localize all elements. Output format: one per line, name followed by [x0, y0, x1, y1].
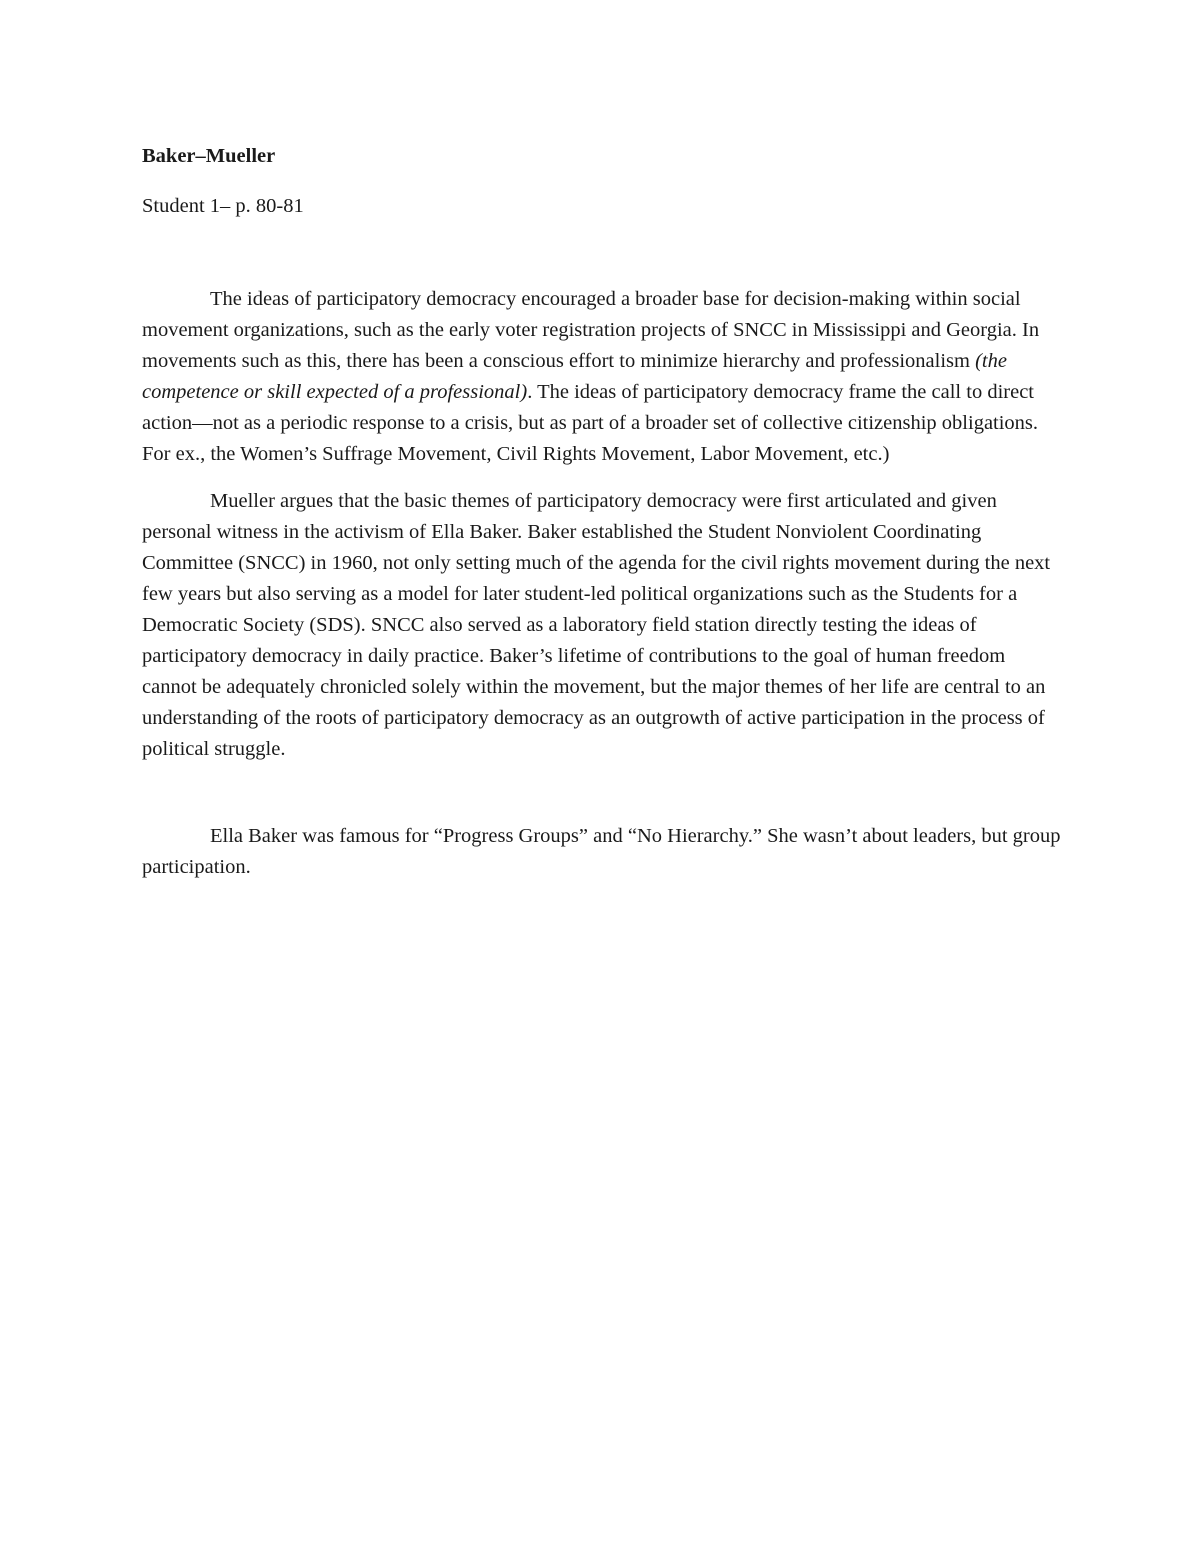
document-subtitle: Student 1– p. 80-81 [142, 195, 304, 217]
paragraph-mueller-argument: Mueller argues that the basic themes of participatory democracy were first articulated and given personal witness in the activism of Ella Baker. Baker established the Student Nonviolent Coordinating Committee (SNCC) in 1960, not only setting much of the agenda for the civil rights movement during the next few years but also serving as a model for later student-led political organizations such as the Students for a Democratic Society (SDS). SNCC also served as a laboratory field station directly testing the ideas of participatory democracy in daily practice. Baker’s lifetime of contributions to the goal of human freedom cannot be adequately chronicled solely within the movement, but the major themes of her life are central to an understanding of the roots of participatory democracy as an outgrowth of active participation in the process of political struggle. [142, 490, 1051, 760]
document-title: Baker–Mueller [142, 145, 276, 167]
document-body [142, 141, 1062, 883]
paragraph1-italic-definition: (the competence or skill expected of a professional) [142, 350, 1007, 403]
paragraph-ella-baker-summary: Ella Baker was famous for “Progress Groups” and “No Hierarchy.” She wasn’t about leaders, but group participation. [142, 825, 1061, 878]
paragraph1-text-end: . The ideas of participatory democracy frame the call to direct action—not as a periodic response to a crisis, but as part of a broader set of collective citizenship obligations. For ex., the Women’s Suffrage Movement, Civil Rights Movement, Labor Movement, etc.) [142, 381, 1039, 465]
paragraph-participatory-democracy [142, 284, 1062, 470]
paragraph1-text-start: The ideas of participatory democracy encouraged a broader base for decision-making within social movement organizations, such as the early voter registration projects of SNCC in Mississippi and Georgia. In movements such as this, there has been a conscious effort to minimize hierarchy and professionalism [142, 288, 1040, 372]
